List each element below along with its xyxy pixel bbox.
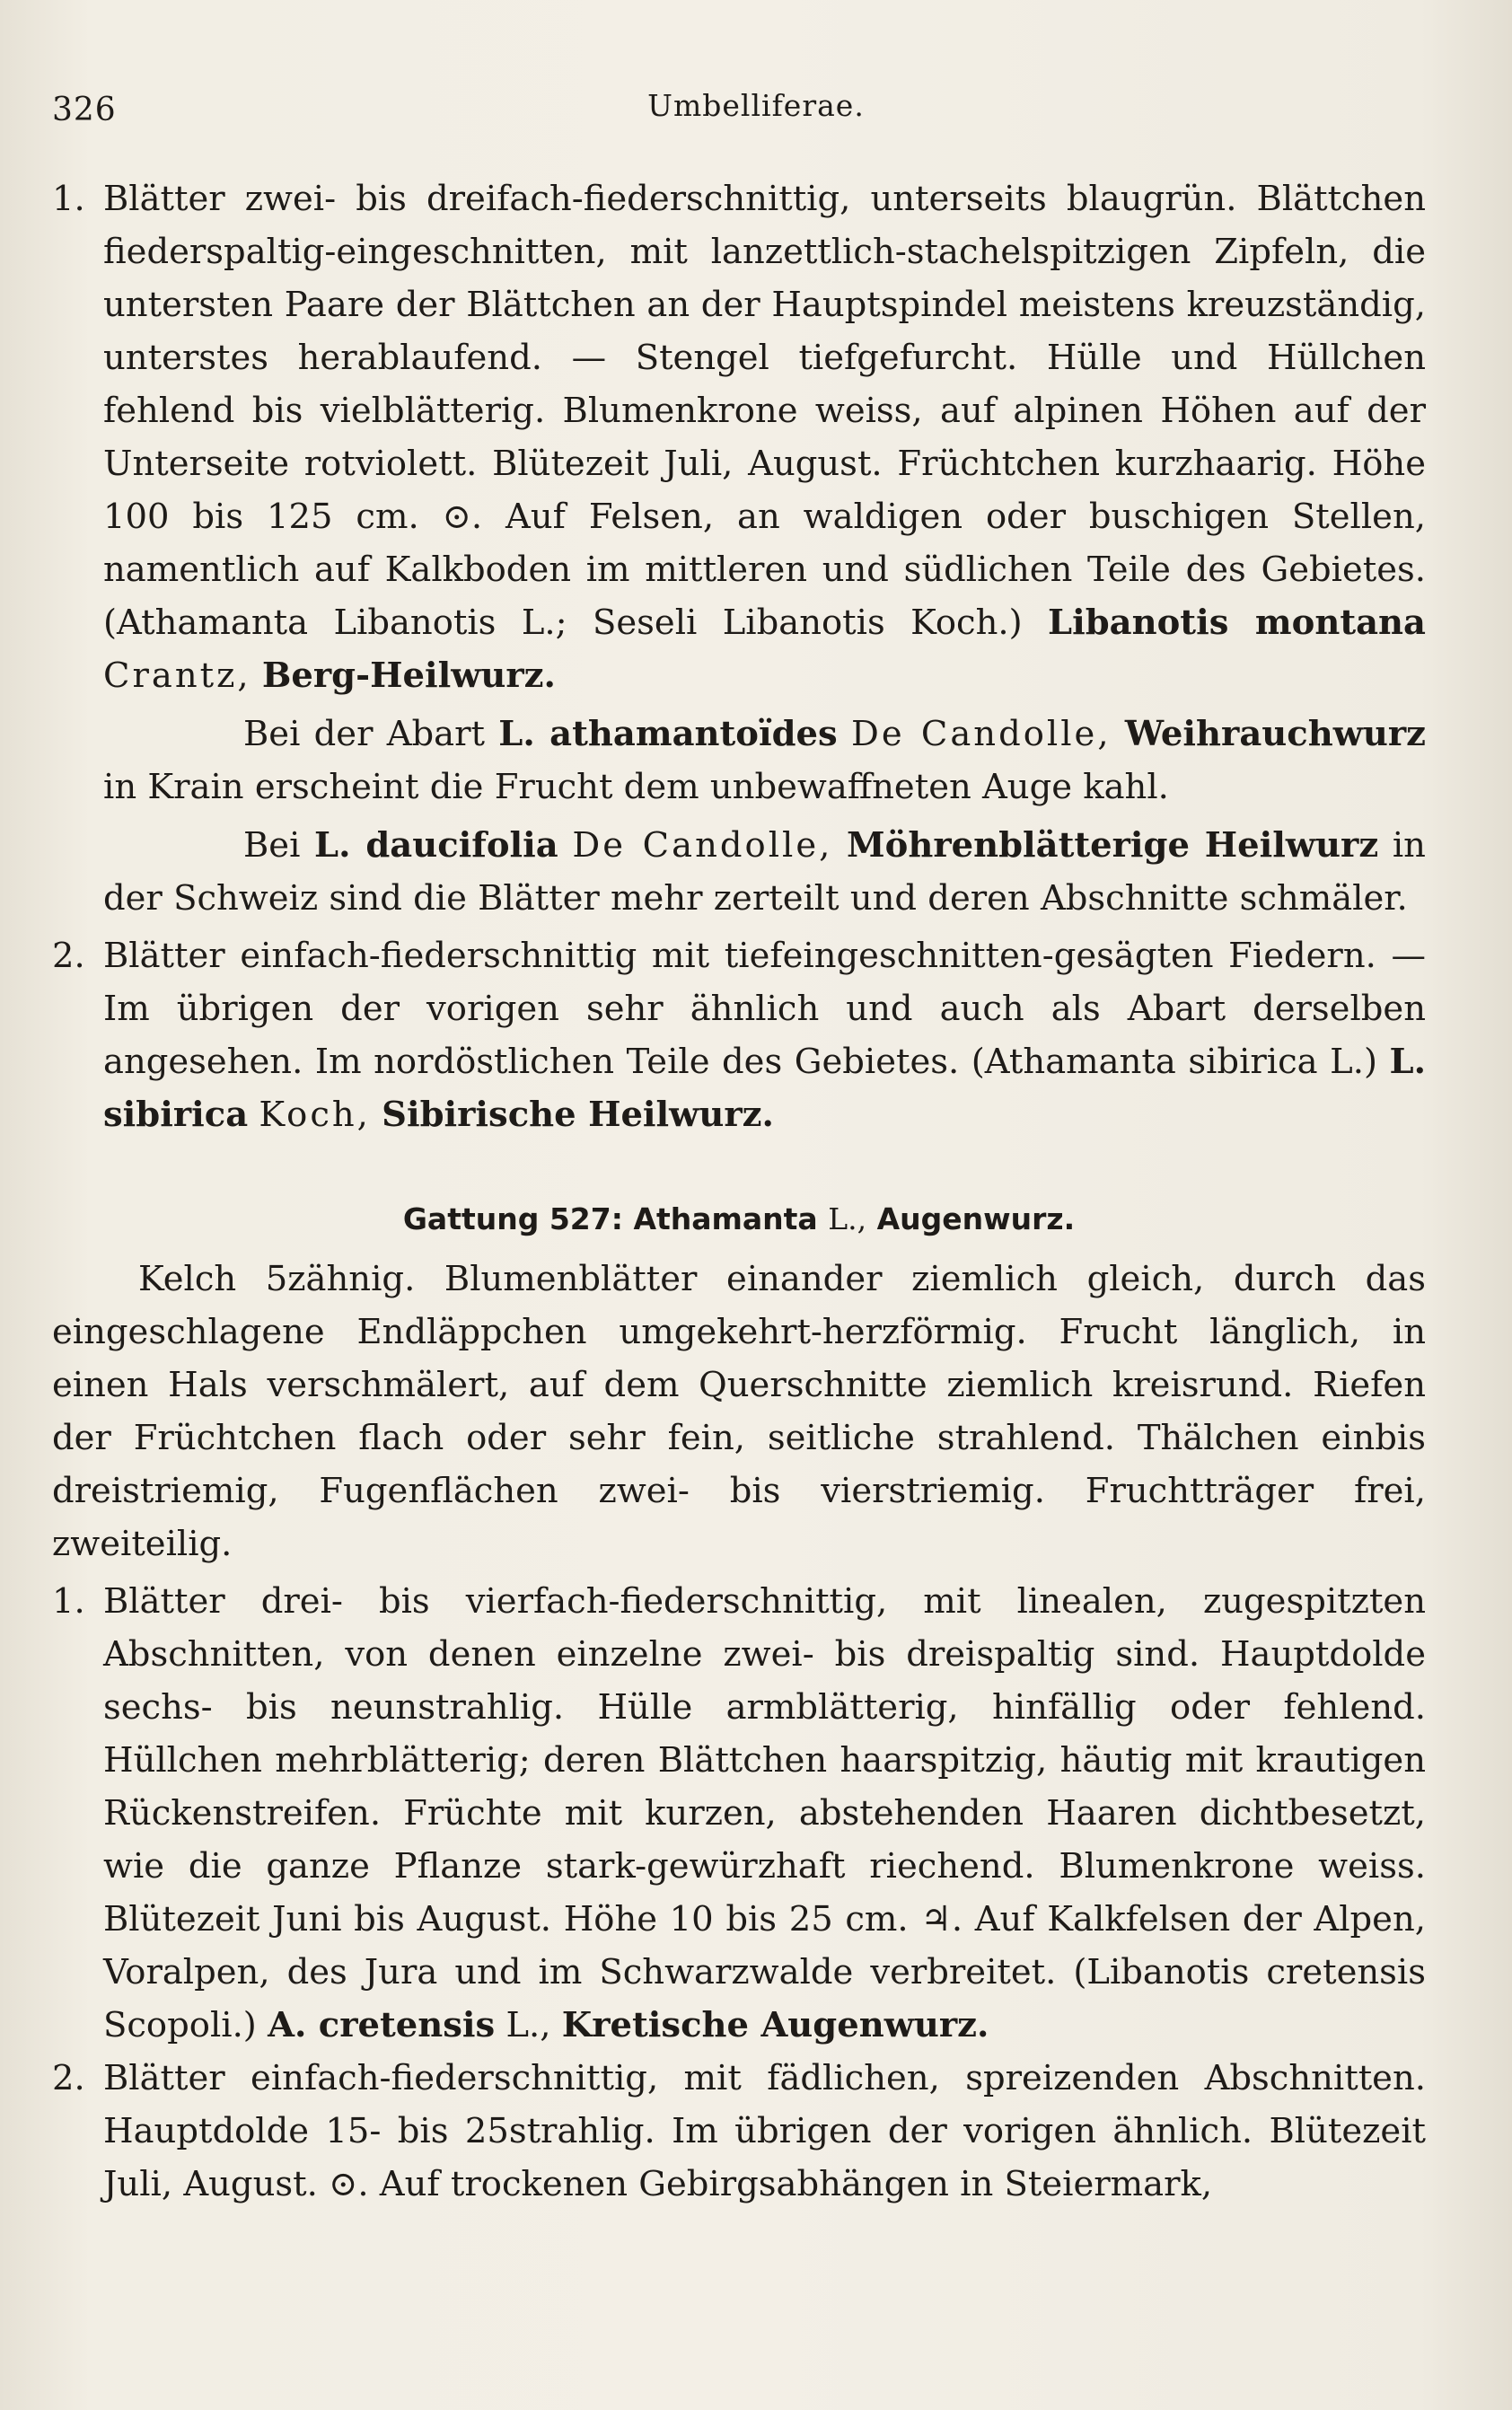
genus-author: L., [828, 1201, 867, 1236]
variety-intro: Bei der Abart [243, 714, 486, 754]
item-text: Blätter einfach-fiederschnittig, mit fädlichen, spreizenden Abschnitten. Hauptdolde 15- bis 25strahlig. Im übrigen der vorigen ähnlich. Blütezeit Juli, August. ⊙. Auf trockenen Gebirgsabhängen in Steiermark, [103, 2058, 1426, 2204]
variety-text: in Krain erscheint die Frucht dem unbewaffneten Auge kahl. [103, 767, 1169, 807]
variety-intro: Bei [243, 825, 301, 866]
page-number: 326 [52, 92, 117, 128]
item-text: Blätter einfach-fiederschnittig mit tiefeingeschnitten-gesägten Fiedern. — Im übrigen der vorigen sehr ähnlich und auch als Abart derselben angesehen. Im nordöstlichen Teile des Gebietes. (Athamanta sibirica L.) [103, 936, 1426, 1082]
common-name: Kretische Augenwurz. [561, 2005, 989, 2045]
key-item-3 [52, 1575, 1426, 2052]
genus-common-name: Augenwurz. [876, 1201, 1076, 1236]
variety-name: L. daucifolia [314, 825, 558, 866]
species-author: Crantz, [103, 655, 251, 696]
running-title: Umbelliferae. [647, 88, 865, 123]
item-text: Blätter drei- bis vierfach-fiederschnittig, mit linealen, zugespitzten Abschnitten, von denen einzelne zwei- bis dreispaltig sind. Hauptdolde sechs- bis neunstrahlig. Hülle armblätterig, hinfällig oder fehlend. Hüllchen mehrblätterig; deren Blättchen haarspitzig, häutig mit krautigen Rückenstreifen. Früchte mit kurzen, abstehenden Haaren dichtbesetzt, wie die ganze Pflanze stark-gewürzhaft riechend. Blumenkrone weiss. Blütezeit Juni bis August. Höhe 10 bis 25 cm. ♃. Auf Kalkfelsen der Alpen, Voralpen, des Jura und im Schwarzwalde verbreitet. (Libanotis cretensis Scopoli.) [103, 1581, 1426, 2045]
variety-author: De Candolle, [850, 714, 1112, 754]
species-author: Koch, [259, 1095, 371, 1135]
item-text: Blätter zwei- bis dreifach-fiederschnittig, unterseits blaugrün. Blättchen fiederspaltig-eingeschnitten, mit lanzettlich-stachelspitzigen Zipfeln, die untersten Paare der Blättchen an der Hauptspindel meistens kreuzständig, unterstes herablaufend. — Stengel tiefgefurcht. Hülle und Hüllchen fehlend bis vielblätterig. Blumenkrone weiss, auf alpinen Höhen auf der Unterseite rotviolett. Blütezeit Juli, August. Früchtchen kurzhaarig. Höhe 100 bis 125 cm. ⊙. Auf Felsen, an waldigen oder buschigen Stellen, namentlich auf Kalkboden im mittleren und südlichen Teile des Gebietes. (Athamanta Libanotis L.; Seseli Libanotis Koch.) [103, 179, 1426, 643]
common-name: Sibirische Heilwurz. [382, 1095, 774, 1135]
variety-note-2 [52, 819, 1426, 925]
item-number: 1. [52, 179, 85, 219]
genus-prefix: Gattung 527: [402, 1201, 623, 1236]
key-item-2 [52, 929, 1426, 1141]
variety-common-name: Weihrauchwurz [1124, 714, 1426, 754]
key-item-4 [52, 2052, 1426, 2211]
libanotis-section [52, 172, 1426, 2211]
variety-common-name: Möhrenblätterige Heilwurz [847, 825, 1379, 866]
genus-name: Athamanta [633, 1201, 818, 1236]
item-number: 2. [52, 936, 85, 976]
species-name: Libanotis montana [1048, 602, 1426, 643]
key-item-1 [52, 172, 1426, 702]
species-name: A. cretensis [268, 2005, 496, 2045]
variety-author: De Candolle, [572, 825, 833, 866]
species-name: L. sibirica [103, 1042, 1426, 1135]
species-author: L., [505, 2005, 551, 2045]
variety-note-1 [52, 708, 1426, 814]
variety-text: in der Schweiz sind die Blätter mehr zerteilt und deren Abschnitte schmäler. [103, 825, 1426, 919]
genus-heading [52, 1192, 1426, 1245]
variety-name: L. athamantoïdes [498, 714, 838, 754]
common-name: Berg-Heilwurz. [261, 655, 556, 696]
genus-description: Kelch 5zähnig. Blumenblätter einander ziemlich gleich, durch das eingeschlagene Endläppchen umgekehrt-herzförmig. Frucht länglich, in einen Hals verschmälert, auf dem Querschnitte ziemlich kreisrund. Riefen der Früchtchen flach oder sehr fein, seitliche strahlend. Thälchen einbis dreistriemig, Fugenflächen zwei- bis vierstriemig. Fruchtträger frei, zweiteilig. [52, 1259, 1426, 1564]
item-number: 1. [52, 1581, 85, 1622]
item-number: 2. [52, 2058, 85, 2098]
